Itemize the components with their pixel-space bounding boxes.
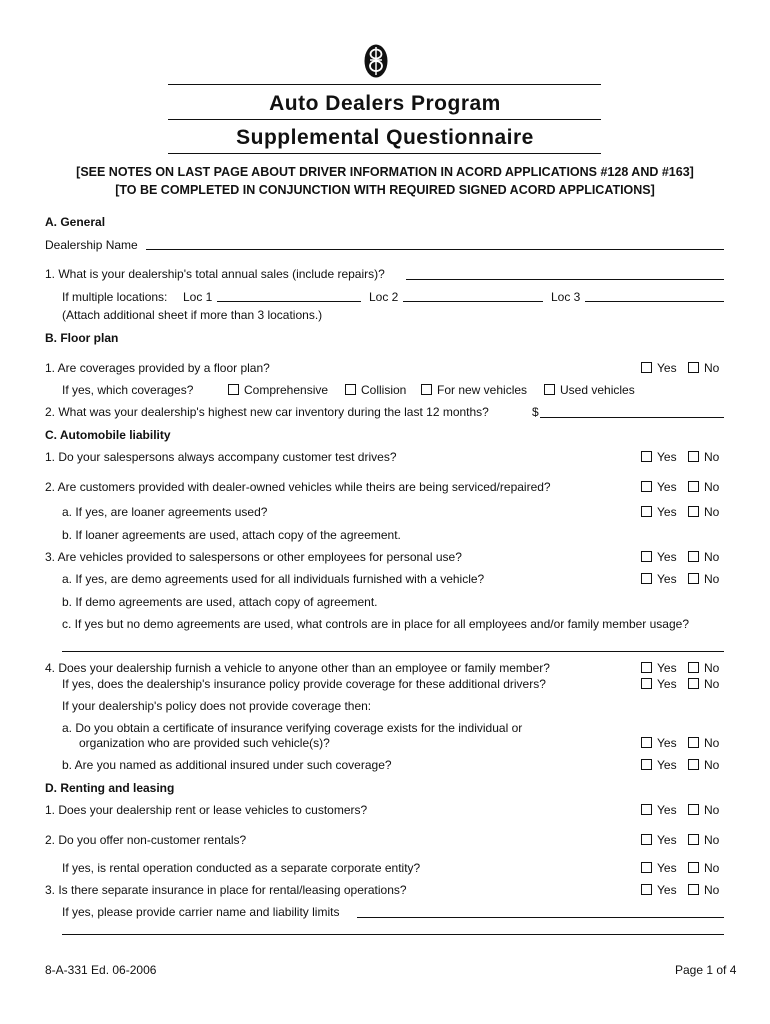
d2f-no-checkbox[interactable] [688, 862, 699, 873]
c4a-no-label: No [704, 736, 720, 750]
inventory-field[interactable] [540, 417, 724, 418]
title-rule-bottom [168, 153, 601, 154]
d3-yes-label: Yes [657, 883, 677, 897]
collision-label: Collision [361, 383, 407, 397]
b1-yes-label: Yes [657, 361, 677, 375]
question-d2: 2. Do you offer non-customer rentals? [45, 833, 247, 847]
c2a-yes-checkbox[interactable] [641, 506, 652, 517]
title-rule-top [168, 84, 601, 85]
notice-line-2: [TO BE COMPLETED IN CONJUNCTION WITH REQUIRED SIGNED ACORD APPLICATIONS] [115, 183, 655, 197]
c3-yes-label: Yes [657, 550, 677, 564]
dealership-name-label: Dealership Name [45, 238, 138, 252]
multiple-locations-label: If multiple locations: [62, 290, 168, 304]
b1-no-label: No [704, 361, 720, 375]
c2-yes-label: Yes [657, 480, 677, 494]
d1-no-checkbox[interactable] [688, 804, 699, 815]
d2-no-label: No [704, 833, 720, 847]
c4a-yes-checkbox[interactable] [641, 737, 652, 748]
section-a-heading: A. General [45, 215, 106, 229]
carrier-limits-field[interactable] [62, 934, 724, 935]
loc1-field[interactable] [217, 301, 361, 302]
question-d3: 3. Is there separate insurance in place for rental/leasing operations? [45, 883, 407, 897]
question-c3b: b. If demo agreements are used, attach copy of agreement. [62, 595, 378, 609]
question-c4-followup: If yes, does the dealership's insurance policy provide coverage for these additional drivers? [62, 677, 546, 691]
question-d3-followup: If yes, please provide carrier name and liability limits [62, 905, 340, 919]
d2f-yes-checkbox[interactable] [641, 862, 652, 873]
c4-no-label: No [704, 661, 720, 675]
question-b1: 1. Are coverages provided by a floor plan? [45, 361, 270, 375]
question-c4a-line1: a. Do you obtain a certificate of insurance verifying coverage exists for the individual or [62, 721, 523, 735]
c3a-yes-label: Yes [657, 572, 677, 586]
b1-yes-checkbox[interactable] [641, 362, 652, 373]
loc2-field[interactable] [403, 301, 543, 302]
question-c3: 3. Are vehicles provided to salespersons or other employees for personal use? [45, 550, 462, 564]
c4f-no-label: No [704, 677, 720, 691]
c4f-yes-checkbox[interactable] [641, 678, 652, 689]
question-c2b: b. If loaner agreements are used, attach copy of the agreement. [62, 528, 401, 542]
question-d1: 1. Does your dealership rent or lease vehicles to customers? [45, 803, 368, 817]
c1-yes-checkbox[interactable] [641, 451, 652, 462]
c4b-no-checkbox[interactable] [688, 759, 699, 770]
c3a-no-checkbox[interactable] [688, 573, 699, 584]
question-c3a: a. If yes, are demo agreements used for all individuals furnished with a vehicle? [62, 572, 485, 586]
c4b-yes-checkbox[interactable] [641, 759, 652, 770]
c1-no-label: No [704, 450, 720, 464]
page-number: Page 1 of 4 [675, 963, 737, 977]
question-c4b: b. Are you named as additional insured under such coverage? [62, 758, 392, 772]
c3-yes-checkbox[interactable] [641, 551, 652, 562]
used-vehicles-label: Used vehicles [560, 383, 635, 397]
question-c1: 1. Do your salespersons always accompany customer test drives? [45, 450, 397, 464]
question-b2: 2. What was your dealership's highest new car inventory during the last 12 months? [45, 405, 489, 419]
notice-line-1: [SEE NOTES ON LAST PAGE ABOUT DRIVER INFORMATION IN ACORD APPLICATIONS #128 AND #163] [76, 165, 694, 179]
controls-answer-field[interactable] [62, 651, 724, 652]
form-subtitle: Supplemental Questionnaire [236, 126, 534, 149]
c3a-no-label: No [704, 572, 720, 586]
d1-no-label: No [704, 803, 720, 817]
c4a-yes-label: Yes [657, 736, 677, 750]
d3-no-label: No [704, 883, 720, 897]
loc1-label: Loc 1 [183, 290, 213, 304]
used-vehicles-checkbox[interactable] [544, 384, 555, 395]
d3-yes-checkbox[interactable] [641, 884, 652, 895]
c2a-no-checkbox[interactable] [688, 506, 699, 517]
attach-note: (Attach additional sheet if more than 3 locations.) [62, 308, 323, 322]
c1-yes-label: Yes [657, 450, 677, 464]
c3-no-checkbox[interactable] [688, 551, 699, 562]
c4-yes-label: Yes [657, 661, 677, 675]
question-c4-not-provide: If your dealership's policy does not provide coverage then: [62, 699, 372, 713]
c2a-yes-label: Yes [657, 505, 677, 519]
c4b-no-label: No [704, 758, 720, 772]
form-id: 8-A-331 Ed. 06-2006 [45, 963, 157, 977]
c2-no-checkbox[interactable] [688, 481, 699, 492]
c4a-no-checkbox[interactable] [688, 737, 699, 748]
c3a-yes-checkbox[interactable] [641, 573, 652, 584]
c1-no-checkbox[interactable] [688, 451, 699, 462]
loc2-label: Loc 2 [369, 290, 399, 304]
c2-yes-checkbox[interactable] [641, 481, 652, 492]
form-title: Auto Dealers Program [269, 92, 501, 115]
d2-no-checkbox[interactable] [688, 834, 699, 845]
new-vehicles-checkbox[interactable] [421, 384, 432, 395]
question-c4: 4. Does your dealership furnish a vehicle to anyone other than an employee or family member? [45, 661, 550, 675]
carrier-name-field[interactable] [357, 917, 724, 918]
c3-no-label: No [704, 550, 720, 564]
dealership-name-field[interactable] [146, 249, 724, 250]
title-rule-middle [168, 119, 601, 120]
which-coverages-label: If yes, which coverages? [62, 383, 194, 397]
question-c2a: a. If yes, are loaner agreements used? [62, 505, 268, 519]
d2-yes-checkbox[interactable] [641, 834, 652, 845]
d3-no-checkbox[interactable] [688, 884, 699, 895]
question-c2: 2. Are customers provided with dealer-owned vehicles while theirs are being serviced/repaired? [45, 480, 551, 494]
c4f-no-checkbox[interactable] [688, 678, 699, 689]
d2-yes-label: Yes [657, 833, 677, 847]
question-d2-followup: If yes, is rental operation conducted as a separate corporate entity? [62, 861, 421, 875]
question-c3c: c. If yes but no demo agreements are used, what controls are in place for all employees and/or family member usage? [62, 617, 689, 631]
section-c-heading: C. Automobile liability [45, 428, 171, 442]
dollar-sign: $ [532, 405, 539, 419]
new-vehicles-label: For new vehicles [437, 383, 528, 397]
b1-no-checkbox[interactable] [688, 362, 699, 373]
c4-no-checkbox[interactable] [688, 662, 699, 673]
c4-yes-checkbox[interactable] [641, 662, 652, 673]
d2f-no-label: No [704, 861, 720, 875]
collision-checkbox[interactable] [345, 384, 356, 395]
loc3-label: Loc 3 [551, 290, 581, 304]
annual-sales-field[interactable] [406, 279, 724, 280]
company-logo-icon [364, 44, 388, 78]
c4f-yes-label: Yes [657, 677, 677, 691]
d2f-yes-label: Yes [657, 861, 677, 875]
section-b-heading: B. Floor plan [45, 331, 119, 345]
d1-yes-checkbox[interactable] [641, 804, 652, 815]
section-d-heading: D. Renting and leasing [45, 781, 175, 795]
question-a1: 1. What is your dealership's total annual sales (include repairs)? [45, 267, 385, 281]
comprehensive-checkbox[interactable] [228, 384, 239, 395]
c2-no-label: No [704, 480, 720, 494]
comprehensive-label: Comprehensive [244, 383, 329, 397]
d1-yes-label: Yes [657, 803, 677, 817]
c4b-yes-label: Yes [657, 758, 677, 772]
loc3-field[interactable] [585, 301, 724, 302]
c2a-no-label: No [704, 505, 720, 519]
question-c4a-line2: organization who are provided such vehicle(s)? [79, 736, 330, 750]
